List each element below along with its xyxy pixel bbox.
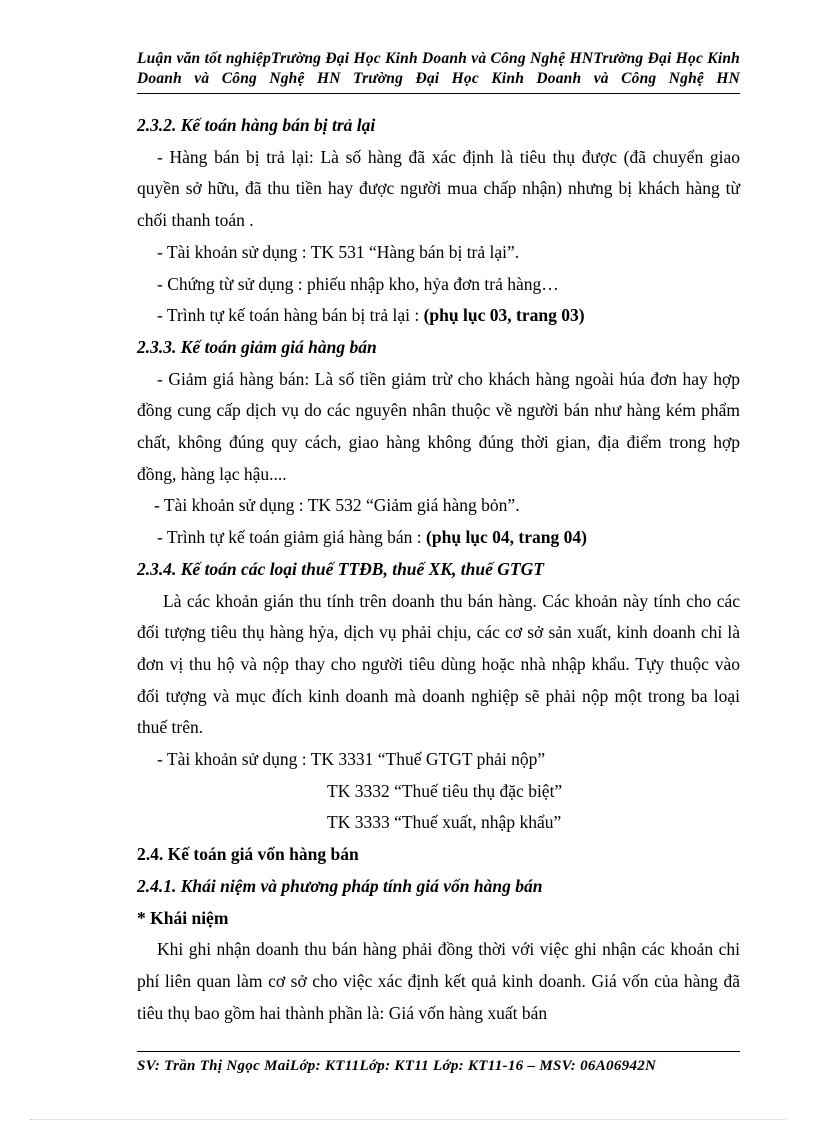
paragraph-returned-goods-account: - Tài khoản sử dụng : TK 531 “Hàng bán bị trả lại”. — [157, 241, 520, 262]
heading-2-4: 2.4. Kế toán giá vốn hàng bán — [137, 844, 359, 865]
procedure-text: - Trình tự kế toán giảm giá hàng bán : — [157, 527, 427, 548]
paragraph-returned-goods-documents: - Chứng từ sử dụng : phiếu nhập kho, hỷa đơn trả hàng… — [157, 273, 559, 294]
subheading-concept: * Khái niệm — [137, 907, 229, 928]
footer-text: SV: Trần Thị Ngọc MaiLớp: KT11Lớp: KT11 Lớp: KT11-16 – MSV: 06A06942N — [137, 1058, 657, 1074]
page-footer — [137, 1056, 740, 1076]
heading-2-3-2: 2.3.2. Kế toán hàng bán bị trả lại — [137, 115, 376, 135]
paragraph-taxes-definition: Là các khoản gián thu tính trên doanh thu bán hàng. Các khoản này tính cho các đối tượng tiêu thụ hàng hỷa, dịch vụ phải chịu, các cơ sở sản xuất, kinh doanh chỉ là đơn vị thu hộ và nộp thay cho người tiêu dùng hoặc nhà nhập khẩu. Tựy thuộc vào đối tượng và mục đích kinh doanh mà doanh nghiệp sẽ phải nộp một trong ba loại thuế trên. — [137, 590, 740, 738]
footer-rule — [137, 1051, 740, 1052]
heading-2-4-1: 2.4.1. Khái niệm và phương pháp tính giá vốn hàng bán — [137, 875, 543, 896]
appendix-reference: (phụ lục 04, trang 04) — [426, 527, 587, 548]
paragraph-discount-procedure — [137, 522, 740, 554]
tax-account-3331: - Tài khoản sử dụng : TK 3331 “Thuế GTGT phải nộp” — [157, 749, 546, 770]
paragraph-returned-goods-definition: - Hàng bán bị trả lại: Là số hàng đã xác định là tiêu thụ được (đã chuyển giao quyền sở hữu, đã thu tiền hay được người mua chấp nhận) nhưng bị khách hàng từ chối thanh toán . — [137, 146, 740, 231]
heading-2-3-3: 2.3.3. Kế toán giảm giá hàng bán — [137, 336, 377, 357]
header-rule — [137, 93, 740, 94]
paragraph-cogs-concept: Khi ghi nhận doanh thu bán hàng phải đồng thời với việc ghi nhận các khoản chi phí liên quan làm cơ sở cho việc xác định kết quả kinh doanh. Giá vốn của hàng đã tiêu thụ bao gồm hai thành phần là: Giá vốn hàng xuất bán — [137, 939, 740, 1023]
tax-account-3333: TK 3333 “Thuế xuất, nhập khẩu” — [327, 812, 562, 833]
appendix-reference: (phụ lục 03, trang 03) — [423, 305, 585, 326]
page-bottom-dotted-line — [30, 1119, 786, 1120]
procedure-text: - Trình tự kế toán hàng bán bị trả lại : — [157, 305, 424, 326]
paragraph-discount-definition: - Giảm giá hàng bán: Là số tiền giảm trừ cho khách hàng ngoài húa đơn hay hợp đồng cung cấp dịch vụ do các nguyên nhân thuộc về người bán như hàng kém phẩm chất, không đúng quy cách, giao hàng không đúng thời gian, địa điểm trong hợp đồng, hàng lạc hậu.... — [137, 368, 740, 484]
header-text: Luận văn tốt nghiệpTrường Đại Học Kinh Doanh và Công Nghệ HNTrường Đại Học Kinh Doanh và Công Nghệ HN Trường Đại Học Kinh Doanh và Công Nghệ HN — [137, 50, 740, 87]
page-header — [137, 49, 740, 89]
paragraph-discount-account: - Tài khoản sử dụng : TK 532 “Giảm giá hàng bỏn”. — [154, 495, 520, 516]
paragraph-returned-goods-procedure — [137, 300, 740, 332]
heading-2-3-4: 2.3.4. Kế toán các loại thuế TTĐB, thuế XK, thuế GTGT — [137, 558, 544, 579]
page-content — [137, 110, 740, 1029]
tax-account-3332: TK 3332 “Thuế tiêu thụ đặc biệt” — [327, 780, 563, 801]
